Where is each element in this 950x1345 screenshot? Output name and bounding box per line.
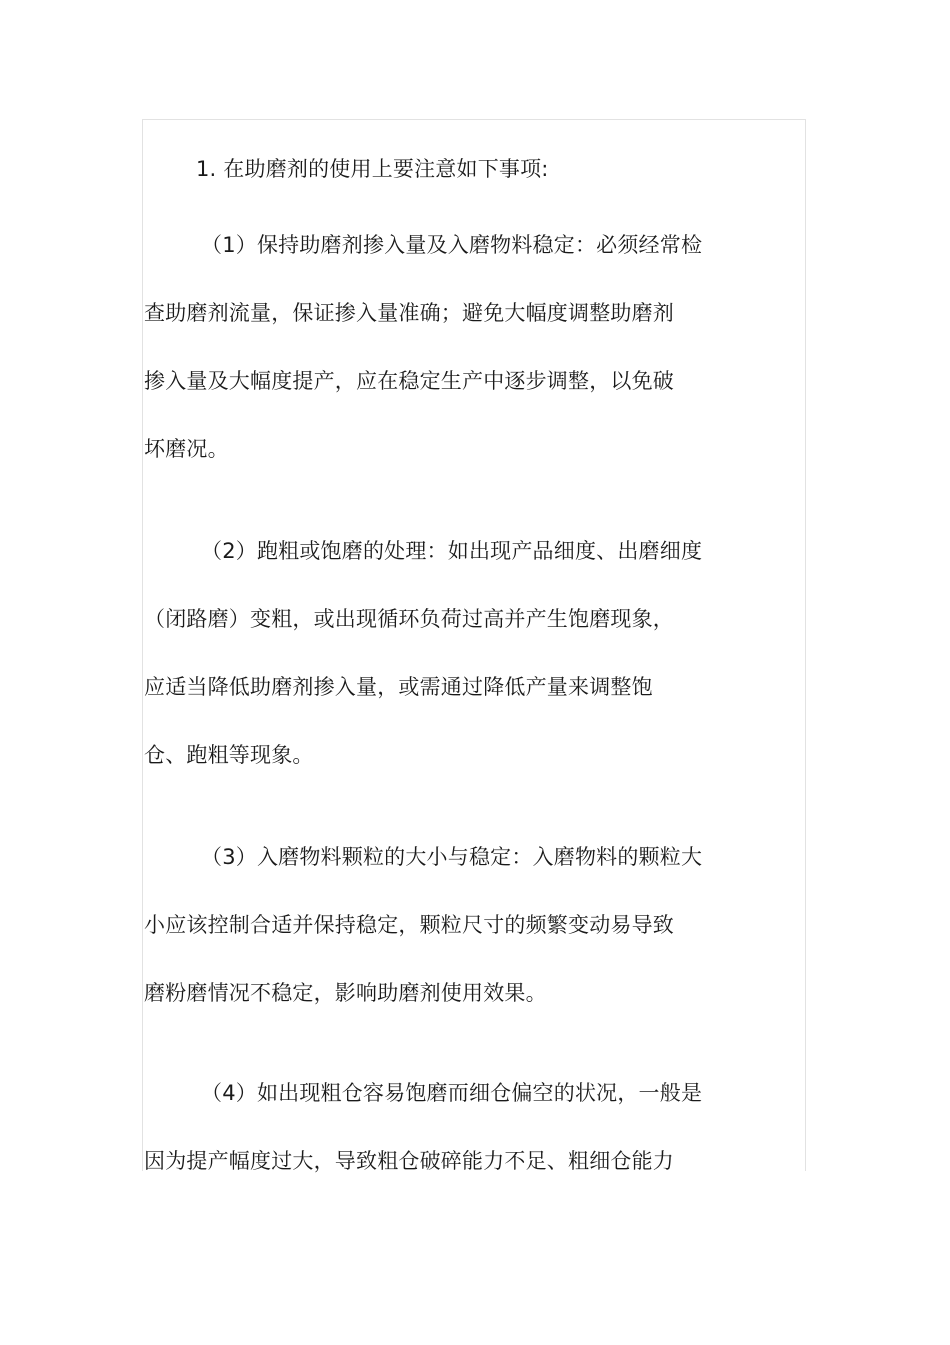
- paragraph-1-line-2: 查助磨剂流量，保证掺入量准确；避免大幅度调整助磨剂: [144, 301, 674, 325]
- paragraph-1-line-1: （1）保持助磨剂掺入量及入磨物料稳定：必须经常检: [201, 233, 703, 257]
- heading: 1. 在助磨剂的使用上要注意如下事项:: [196, 157, 549, 181]
- paragraph-3-line-2: 小应该控制合适并保持稳定，颗粒尺寸的频繁变动易导致: [144, 913, 674, 937]
- paragraph-2-line-1: （2）跑粗或饱磨的处理：如出现产品细度、出磨细度: [201, 539, 703, 563]
- paragraph-4-line-2: 因为提产幅度过大，导致粗仓破碎能力不足、粗细仓能力: [144, 1149, 674, 1173]
- paragraph-1-line-3: 掺入量及大幅度提产，应在稳定生产中逐步调整，以免破: [144, 369, 674, 393]
- paragraph-1-line-4: 坏磨况。: [144, 437, 229, 461]
- paragraph-3-line-3: 磨粉磨情况不稳定，影响助磨剂使用效果。: [144, 981, 547, 1005]
- paragraph-2-line-3: 应适当降低助磨剂掺入量，或需通过降低产量来调整饱: [144, 675, 653, 699]
- page-frame: [142, 119, 806, 1171]
- paragraph-3-line-1: （3）入磨物料颗粒的大小与稳定：入磨物料的颗粒大: [201, 845, 703, 869]
- paragraph-2-line-2: （闭路磨）变粗，或出现循环负荷过高并产生饱磨现象，: [144, 607, 674, 631]
- paragraph-2-line-4: 仓、跑粗等现象。: [144, 743, 314, 767]
- paragraph-4-line-1: （4）如出现粗仓容易饱磨而细仓偏空的状况，一般是: [201, 1081, 703, 1105]
